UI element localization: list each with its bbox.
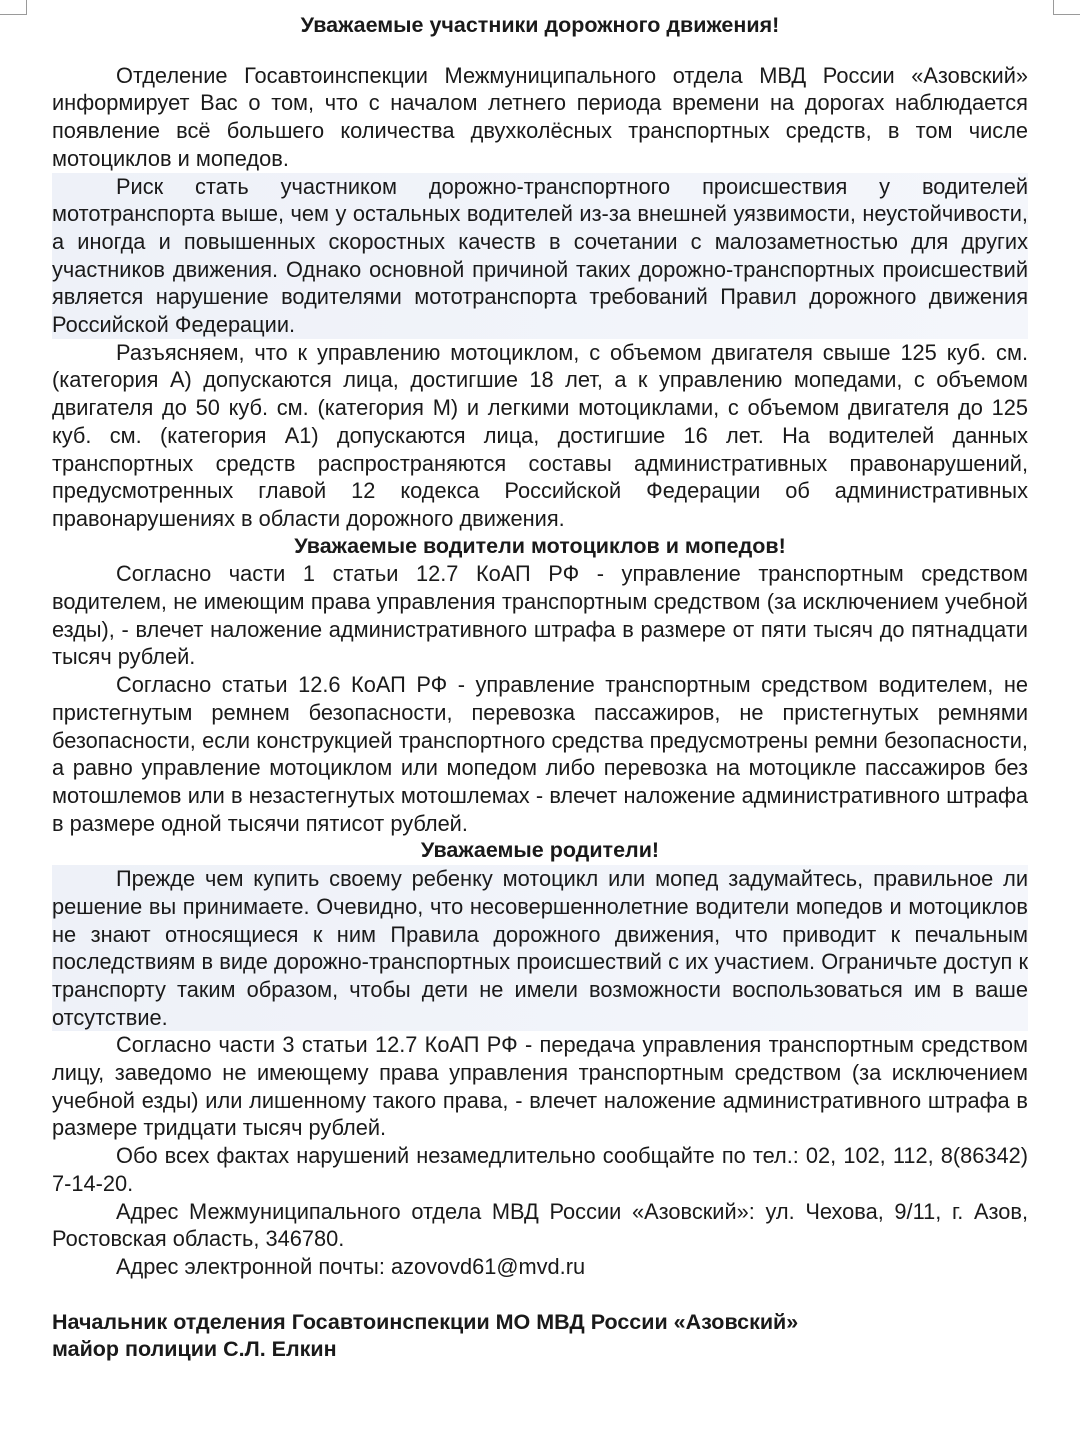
crop-mark-right [1053, 0, 1080, 15]
signature-block [52, 1309, 1028, 1364]
drivers-heading: Уважаемые водители мотоциклов и мопедов! [294, 533, 786, 558]
intro-paragraph: Разъясняем, что к управлению мотоциклом, с объемом двигателя свыше 125 куб. см. (категория А) допускаются лица, достигшие 18 лет, а к управлению мопедами, с объемом двигателя до 50 куб. см. (категория М) и легкими мотоциклами, с объемом двигателя до 125 куб. см. (категория А1) допускаются лица, достигшие 16 лет. На водителей данных транспортных средств распространяются составы административных правонарушений, предусмотренных главой 12 кодекса Российской Федерации об административных правонарушениях в области дорожного движения. [52, 339, 1028, 531]
signature-position: Начальник отделения Госавтоинспекции МО МВД России «Азовский» [52, 1309, 799, 1334]
intro-paragraph: Отделение Госавтоинспекции Межмуниципального отдела МВД России «Азовский» информирует Вас о том, что с началом летнего периода времени на дорогах наблюдается появление всё большего количества двухколёсных транспортных средств, в том числе мотоциклов и мопедов. [52, 62, 1028, 171]
document-title: Уважаемые участники дорожного движения! [300, 13, 780, 37]
drivers-paragraph: Согласно части 1 статьи 12.7 КоАП РФ - управление транспортным средством водителем, не имеющим права управления транспортным средством (за исключением учебной езды), - влечет наложение административного штрафа в размере от пяти тысяч до пятнадцати тысяч рублей. [52, 561, 1028, 670]
crop-mark-left [0, 0, 27, 15]
drivers-paragraph: Согласно статьи 12.6 КоАП РФ - управление транспортным средством водителем, не пристегнутым ремнем безопасности, перевозка пассажиров, не пристегнутых ремнями безопасности, если конструкцией транспортного средства предусмотрены ремни безопасности, а равно управление мотоциклом или мопедом либо перевозка на мотоцикле пассажиров без мотошлемов или в незастегнутых мотошлемах - влечет наложение административного штрафа в размере одной тысячи пятисот рублей. [52, 672, 1028, 836]
intro-paragraph: Риск стать участником дорожно-транспортного происшествия у водителей мототранспорта выше, чем у остальных водителей из-за внешней уязвимости, неустойчивости, а иногда и повышенных скоростных качеств в сочетании с малозаметностью для других участников движения. Однако основной причиной таких дорожно-транспортных происшествий является нарушение водителями мототранспорта требований Правил дорожного движения Российской Федерации. [52, 173, 1028, 338]
document-page [52, 12, 1028, 1364]
parents-paragraph: Прежде чем купить своему ребенку мотоцикл или мопед задумайтесь, правильное ли решение вы принимаете. Очевидно, что несовершеннолетние водители мопедов и мотоциклов не знают относящиеся к ним Правила дорожного движения, что приводит к печальным последствиям в виде дорожно-транспортных происшествий с их участием. Ограничьте доступ к транспорту таким образом, чтобы дети не имели возможности воспользоваться им в ваше отсутствие. [52, 866, 1028, 1030]
office-address: Адрес Межмуниципального отдела МВД России «Азовский»: ул. Чехова, 9/11, г. Азов, Ростовская область, 346780. [52, 1198, 1028, 1252]
parents-heading: Уважаемые родители! [420, 838, 660, 863]
signature-name: майор полиции С.Л. Елкин [52, 1337, 337, 1362]
contact-phones: Обо всех фактах нарушений незамедлительно сообщайте по тел.: 02, 102, 112, 8(86342) 7-14-20. [52, 1143, 1028, 1196]
parents-paragraph: Согласно части 3 статьи 12.7 КоАП РФ - передача управления транспортным средством лицу, заведомо не имеющему права управления транспортным средством (за исключением учебной езды) или лишенному такого права, - влечет наложение административного штрафа в размере тридцати тысяч рублей. [52, 1032, 1028, 1141]
email-address: Адрес электронной почты: azovovd61@mvd.ru [116, 1253, 586, 1279]
